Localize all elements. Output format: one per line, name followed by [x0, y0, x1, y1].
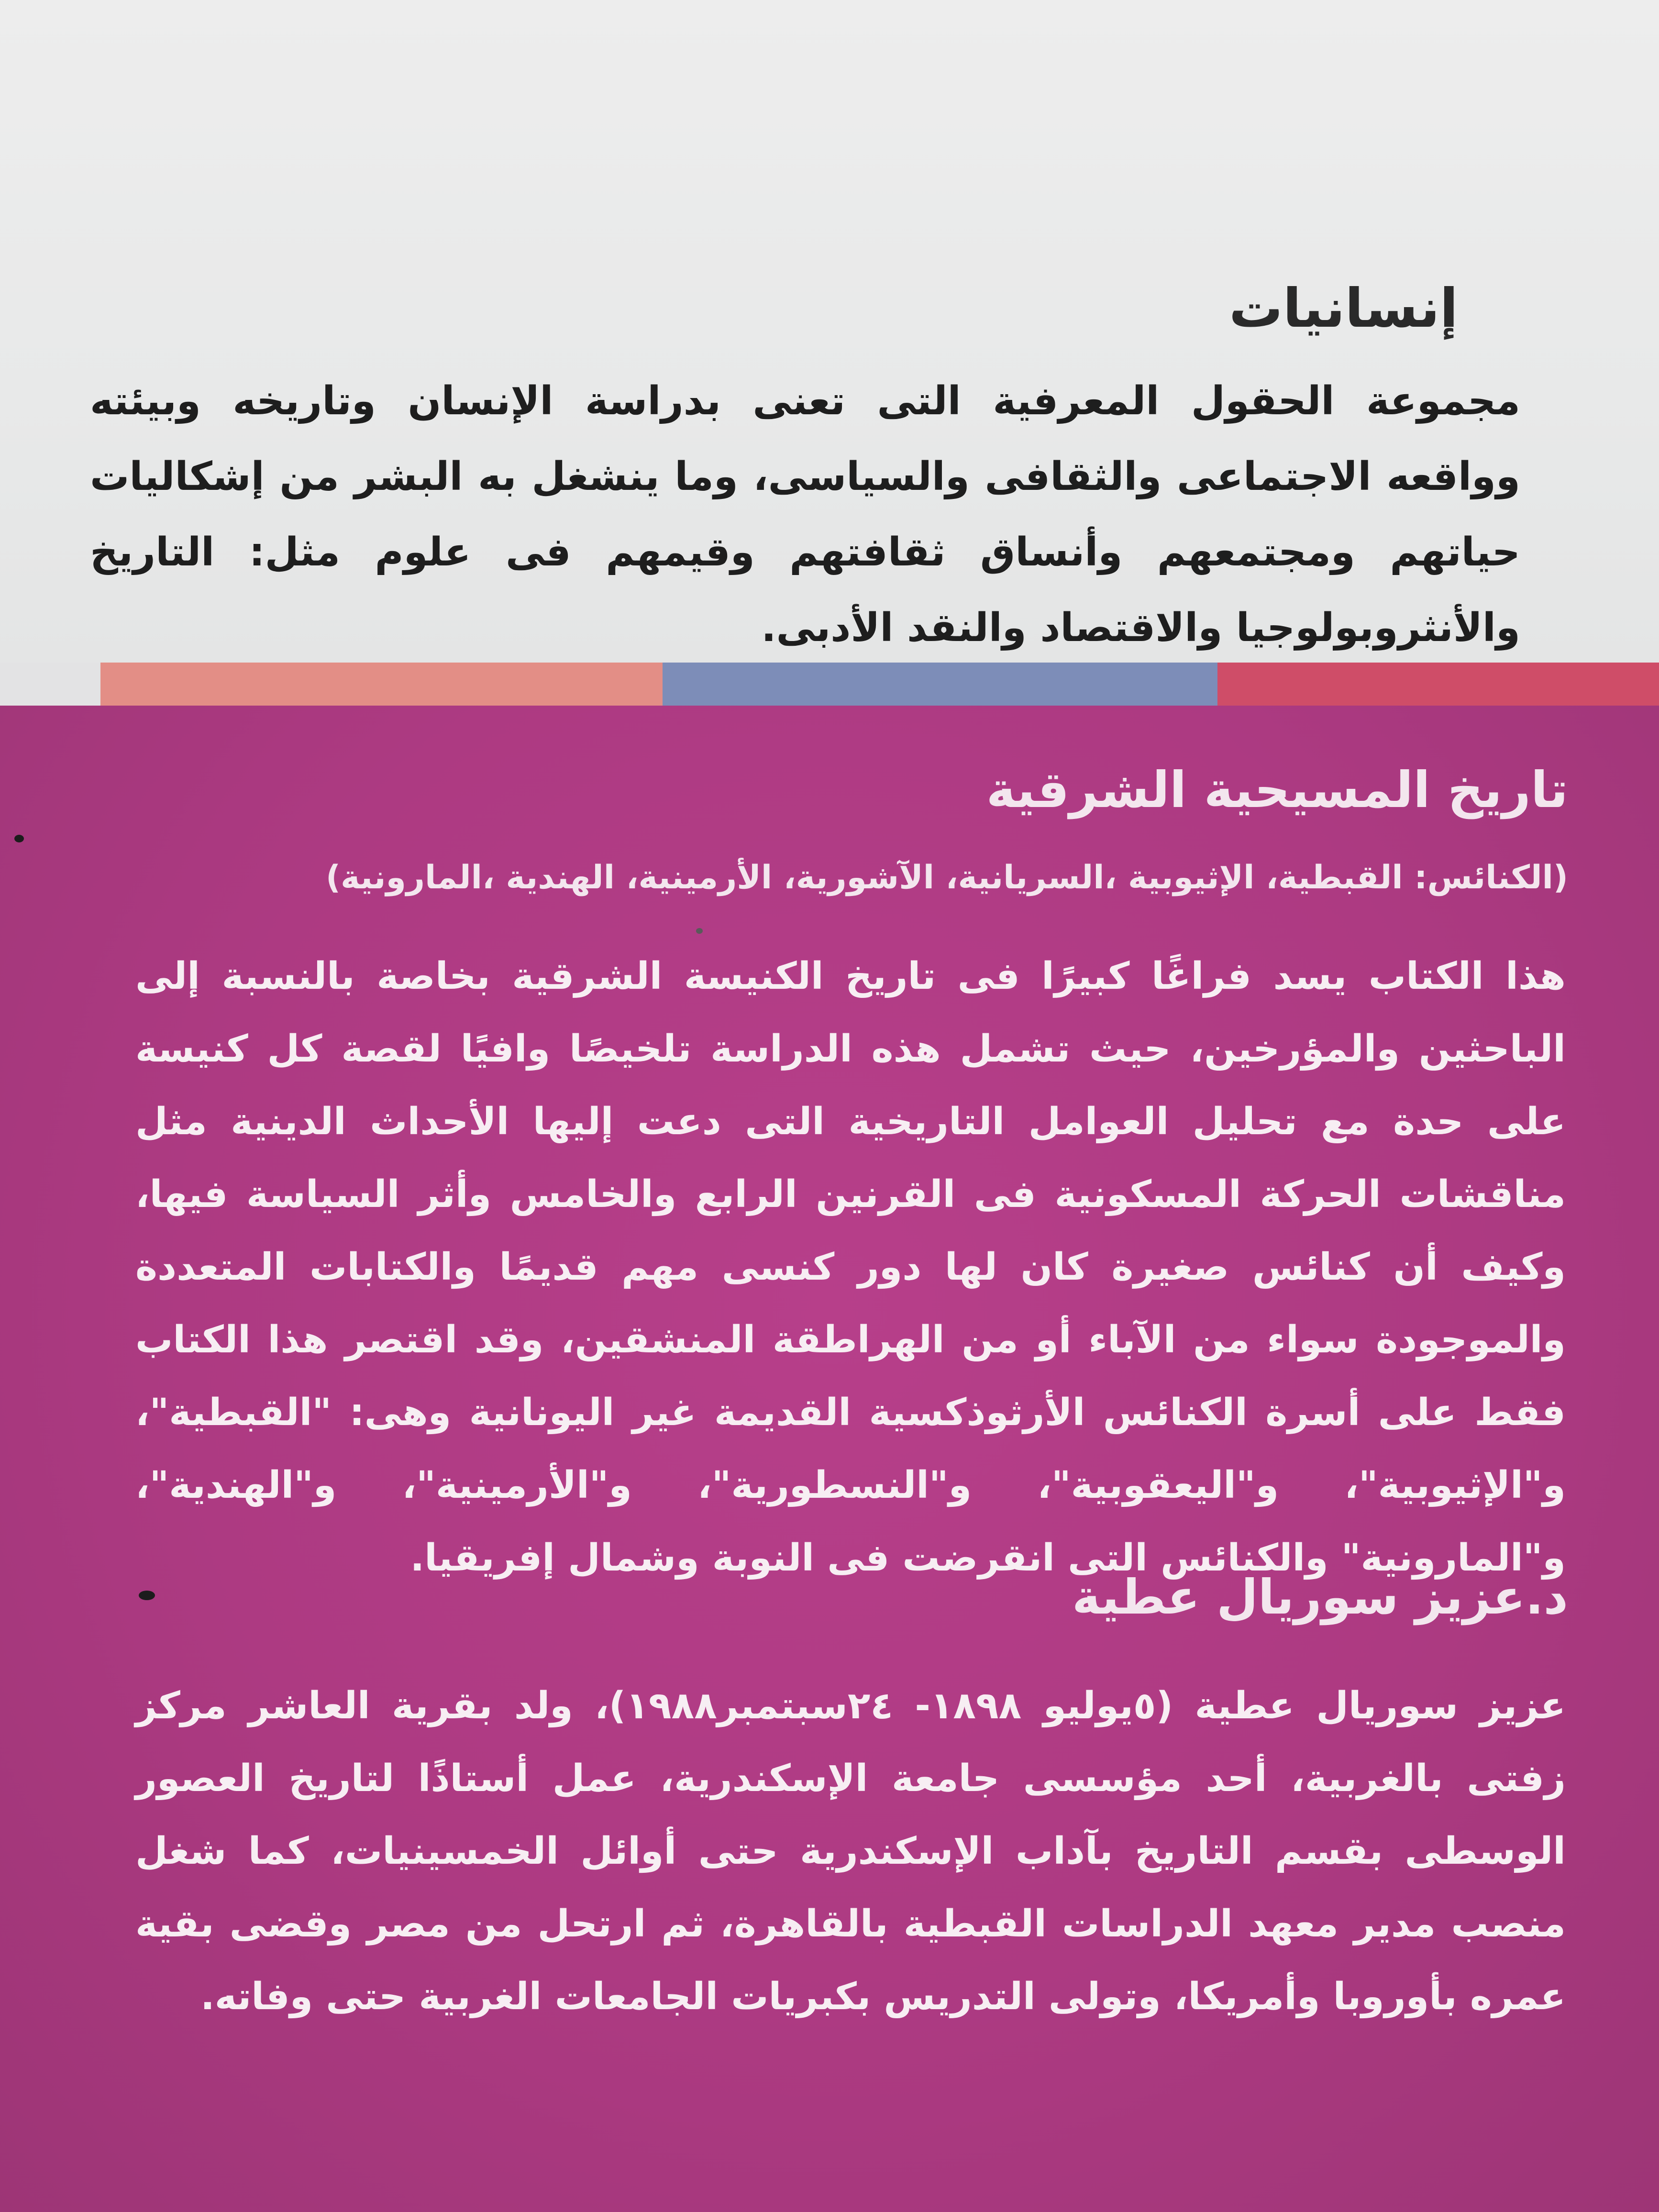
book-title: تاريخ المسيحية الشرقية	[986, 761, 1568, 819]
stripe-salmon	[100, 663, 663, 706]
book-description: هذا الكتاب يسد فراغًا كبيرًا فى تاريخ الكنيسة الشرقية بخاصة بالنسبة إلى الباحثين والمؤرخين، حيث تشمل هذه الدراسة تلخيصًا وافيًا لقصة كل كنيسة على حدة مع تحليل العوامل التاريخية التى دعت إليها الأحداث الدينية مثل مناقشات الحركة المسكونية فى القرنين الرابع والخامس وأثر السياسة فيها، وكيف أن كنائس صغيرة كان لها دور كنسى مهم قديمًا والكتابات المتعددة والموجودة سواء من الآباء أو من الهراطقة المنشقين، وقد اقتصر هذا الكتاب فقط على أسرة الكنائس الأرثوذكسية القديمة غير اليونانية وهى: "القبطية"، و"الإثيوبية"، و"اليعقوبية"، و"النسطورية"، و"الأرمينية"، و"الهندية"، و"المارونية" والكنائس التى انقرضت فى النوبة وشمال إفريقيا.	[135, 955, 1566, 1580]
humanities-definition: مجموعة الحقول المعرفية التى تعنى بدراسة الإنسان وتاريخه وبيئته وواقعه الاجتماعى والثقافى والسياسى، وما ينشغل به البشر من إشكاليات حياتهم ومجتمعهم وأنساق ثقافتهم وقيمهم فى علوم مثل: التاريخ والأنثروبولوجيا والاقتصاد والنقد الأدبى.	[90, 378, 1520, 651]
color-stripe-band	[0, 663, 1659, 706]
stripe-red	[1217, 663, 1659, 706]
book-subtitle: (الكنائس: القبطية، الإثيوبية ،السريانية، الآشورية، الأرمينية، الهندية ،المارونية)	[325, 859, 1568, 896]
ink-speck	[139, 1591, 155, 1600]
ink-speck	[14, 835, 24, 842]
author-bio: عزيز سوريال عطية (٥يوليو ١٨٩٨- ٢٤سبتمبر١٩٨٨)، ولد بقرية العاشر مركز زفتى بالغربية، أحد مؤسسى جامعة الإسكندرية، عمل أستاذًا لتاريخ العصور الوسطى بقسم التاريخ بآداب الإسكندرية حتى أوائل الخمسينيات، كما شغل منصب مدير معهد الدراسات القبطية بالقاهرة، ثم ارتحل من مصر وقضى بقية عمره بأوروبا وأمريكا، وتولى التدريس بكبريات الجامعات الغربية حتى وفاته.	[135, 1684, 1566, 2018]
section-heading: إنسانيات	[1229, 277, 1458, 340]
ink-speck	[696, 928, 703, 934]
author-name: د.عزيز سوريال عطية	[1072, 1569, 1568, 1625]
stripe-blue	[663, 663, 1217, 706]
stripe-white	[0, 663, 100, 706]
